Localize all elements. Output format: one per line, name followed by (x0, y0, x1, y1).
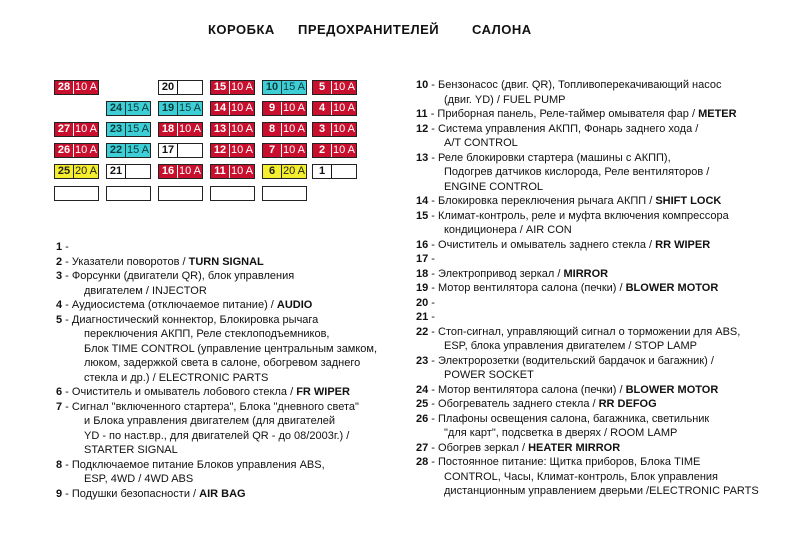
fuse-desc-text: ESP, блока управления двигателем / (444, 340, 635, 352)
fuse-desc-number: 6 (56, 386, 63, 398)
fuse-desc-text: - Блокировка переключения рычага АКПП / (428, 195, 656, 207)
fuse-description-line (416, 441, 759, 456)
fuse-amperage: 20 A (74, 165, 98, 177)
fuse-amperage: 10 A (332, 144, 356, 156)
fuse-desc-label: FR WIPER (296, 386, 350, 398)
fuse-15 (210, 80, 255, 95)
fuse-number: 3 (313, 123, 332, 136)
fuse-desc-number: 1 (56, 241, 63, 253)
fuse-description-line (56, 327, 377, 342)
fuse-desc-number: 12 (416, 122, 429, 135)
fuse-amperage: 15 A (126, 144, 150, 156)
fuse-number: 4 (313, 102, 332, 115)
fuse-number: 23 (107, 123, 126, 136)
fuse-desc-number: 20 (416, 296, 429, 309)
fuse-19 (158, 101, 203, 116)
fuse-desc-label: AIR CON (525, 224, 572, 236)
fuse-desc-label: RR DEFOG (598, 398, 657, 410)
fuse-number: 24 (107, 102, 126, 115)
fuse-desc-text: дистанционным управлением дверьми / (444, 485, 650, 497)
fuse-desc-text: переключения АКПП, Реле стеклоподъемников, (84, 328, 330, 340)
fuse-desc-label: INJECTOR (152, 284, 207, 297)
fuse-desc-label: METER (698, 108, 737, 120)
left-fuse-list (56, 240, 377, 501)
fuse-desc-label: ENGINE CONTROL (444, 180, 544, 193)
fuse-description-line (416, 267, 759, 282)
fuse-desc-number: 13 (416, 151, 429, 164)
fuse-amperage: 10 A (230, 81, 254, 93)
fuse-description-line (416, 223, 759, 238)
fuse-17 (158, 143, 203, 158)
fuse-desc-number: 25 (416, 398, 429, 410)
fuse-description-line (416, 455, 759, 470)
fuse-description-line (416, 339, 759, 354)
fuse-description-line (416, 136, 759, 151)
fuse-description-line (416, 107, 759, 122)
fuse-number: 8 (263, 123, 282, 136)
fuse-desc-label: STARTER SIGNAL (84, 444, 178, 456)
fuse-12 (210, 143, 255, 158)
fuse-description-line (416, 426, 759, 441)
fuse-desc-label: AIR BAG (199, 487, 246, 500)
fuse-desc-number: 14 (416, 195, 429, 207)
fuse-desc-number: 23 (416, 354, 429, 367)
fuse-18 (158, 122, 203, 137)
fuse-desc-text: (двиг. YD) / (444, 93, 503, 106)
fuse-desc-text: двигателем / (84, 284, 152, 297)
fuse-3 (312, 122, 357, 137)
fuse-number: 2 (313, 144, 332, 157)
fuse-description-line (56, 414, 377, 429)
fuse-desc-text: - Постоянное питание: Щитка приборов, Блока TIME (428, 456, 701, 468)
fuse-16 (158, 164, 203, 179)
fuse-7 (262, 143, 307, 158)
fuse-desc-text: - Обогреватель заднего стекла / (428, 398, 599, 410)
fuse-2 (312, 143, 357, 158)
fuse-description-line (56, 298, 377, 313)
fuse-desc-number: 22 (416, 325, 429, 338)
fuse-desc-number: 26 (416, 412, 429, 425)
fuse-description-line (416, 368, 759, 383)
fuse-description-line (56, 269, 377, 284)
fuse-desc-text: - (428, 253, 435, 265)
fuse-number: 20 (159, 81, 178, 94)
fuse-13 (210, 122, 255, 137)
fuse-desc-number: 7 (56, 400, 63, 413)
fuse-description-line (416, 397, 759, 412)
fuse-8 (262, 122, 307, 137)
fuse-description-line (56, 284, 377, 299)
fuse-14 (210, 101, 255, 116)
fuse-amperage: 15 A (178, 102, 202, 114)
fuse-desc-number: 16 (416, 238, 429, 251)
fuse-desc-text: "для карт", подсветка в дверях / (444, 427, 611, 439)
fuse-amperage: 10 A (282, 144, 306, 156)
fuse-number: 15 (211, 81, 230, 94)
fuse-desc-label: BLOWER MOTOR (625, 383, 719, 396)
fuse-1 (312, 164, 357, 179)
fuse-desc-text: ESP, 4WD / (84, 473, 145, 485)
fuse-desc-text: - Подключаемое питание Блоков управления ABS, (62, 458, 325, 471)
fuse-desc-label: BLOWER MOTOR (625, 282, 719, 294)
fuse-desc-text: - Очиститель и омыватель заднего стекла / (428, 238, 656, 251)
fuse-desc-text: - Электропривод зеркал / (428, 267, 564, 280)
fuse-24 (106, 101, 151, 116)
fuse-slot-empty (262, 186, 307, 201)
fuse-desc-number: 10 (416, 79, 429, 91)
fuse-desc-text: - Очиститель и омыватель лобового стекла / (62, 386, 297, 398)
fuse-number: 22 (107, 144, 126, 157)
fuse-slot-empty (106, 186, 151, 201)
fuse-description-line (56, 458, 377, 473)
fuse-desc-text: - Реле блокировки стартера (машины с АКПП), (428, 151, 671, 164)
fuse-description-line (56, 255, 377, 270)
fuse-number: 6 (263, 165, 282, 178)
fuse-amperage: 10 A (332, 81, 356, 93)
fuse-number: 12 (211, 144, 230, 157)
fuse-description-line (416, 354, 759, 369)
fuse-desc-text: - Сигнал "включенного стартера", Блока "дневного света" (62, 400, 359, 413)
fuse-amperage: 10 A (74, 81, 98, 93)
fuse-description-line (416, 484, 759, 499)
fuse-description-line (416, 165, 759, 180)
fuse-desc-number: 5 (56, 313, 63, 326)
fuse-number: 10 (263, 81, 282, 94)
fuse-desc-label: TURN SIGNAL (188, 255, 264, 268)
fuse-desc-number: 9 (56, 487, 63, 500)
fuse-desc-label: 4WD ABS (144, 473, 194, 485)
fuse-number: 5 (313, 81, 332, 94)
fuse-number: 26 (55, 144, 74, 157)
fuse-desc-text: - (62, 241, 69, 253)
fuse-description-line (416, 209, 759, 224)
fuse-desc-number: 3 (56, 270, 63, 282)
fuse-amperage: 10 A (282, 102, 306, 114)
title-word-1: КОРОБКА (208, 22, 275, 37)
fuse-22 (106, 143, 151, 158)
fuse-amperage: 10 A (332, 102, 356, 114)
fuse-desc-text: - Плафоны освещения салона, багажника, светильник (428, 412, 710, 425)
fuse-amperage: 10 A (282, 123, 306, 135)
fuse-number: 21 (107, 165, 126, 178)
fuse-description-line (416, 122, 759, 137)
fuse-desc-text: - Стоп-сигнал, управляющий сигнал о торможении для ABS, (428, 325, 741, 338)
fuse-desc-label: SHIFT LOCK (655, 195, 722, 207)
fuse-desc-text: - (428, 296, 435, 309)
fuse-description-line (416, 194, 759, 209)
fuse-desc-number: 11 (416, 108, 428, 120)
fuse-desc-text: - Мотор вентилятора салона (печки) / (428, 383, 626, 396)
fuse-desc-number: 17 (416, 253, 429, 265)
fuse-amperage: 10 A (178, 123, 202, 135)
title-word-3: САЛОНА (472, 22, 532, 37)
fuse-description-line (416, 93, 759, 108)
fuse-slot-empty (158, 186, 203, 201)
fuse-number: 7 (263, 144, 282, 157)
fuse-amperage: 15 A (126, 123, 150, 135)
fuse-amperage (178, 144, 202, 157)
fuse-desc-label: ROOM LAMP (610, 427, 678, 439)
fuse-number: 13 (211, 123, 230, 136)
fuse-desc-text: - Система управления АКПП, Фонарь заднего хода / (428, 122, 699, 135)
fuse-desc-text: Подогрев датчиков кислорода, Реле вентиляторов / (444, 166, 710, 178)
fuse-desc-label: ELECTRONIC PARTS (649, 485, 759, 497)
fuse-number: 1 (313, 165, 332, 178)
fuse-20 (158, 80, 203, 95)
fuse-number: 14 (211, 102, 230, 115)
fuse-desc-label: STOP LAMP (634, 340, 697, 352)
fuse-6 (262, 164, 307, 179)
fuse-description-line (56, 400, 377, 415)
fuse-desc-text: - Мотор вентилятора салона (печки) / (428, 282, 626, 294)
fuse-desc-label: RR WIPER (655, 238, 711, 251)
fuse-number: 11 (211, 165, 230, 178)
fuse-26 (54, 143, 99, 158)
fuse-desc-text: - Подушки безопасности / (62, 487, 200, 500)
fuse-amperage (126, 165, 150, 178)
fuse-description-line (416, 310, 759, 325)
fuse-slot-empty (210, 186, 255, 201)
fuse-description-line (416, 296, 759, 311)
fuse-desc-label: MIRROR (563, 267, 609, 280)
fuse-number: 16 (159, 165, 178, 178)
fuse-28 (54, 80, 99, 95)
fuse-desc-text: - Бензонасос (двиг. QR), Топливоперекачивающий насос (428, 79, 722, 91)
fuse-27 (54, 122, 99, 137)
fuse-desc-number: 19 (416, 282, 429, 294)
fuse-description-line (56, 385, 377, 400)
fuse-slot-empty (54, 186, 99, 201)
fuse-amperage (178, 81, 202, 94)
fuse-description-line (416, 470, 759, 485)
fuse-amperage: 10 A (230, 102, 254, 114)
fuse-number: 28 (55, 81, 74, 94)
fuse-description-line (416, 325, 759, 340)
fuse-desc-label: POWER SOCKET (444, 369, 534, 381)
fuse-desc-number: 8 (56, 458, 63, 471)
fuse-amperage: 10 A (230, 144, 254, 156)
fuse-description-line (56, 443, 377, 458)
fuse-desc-number: 27 (416, 441, 429, 454)
fuse-desc-label: ELECTRONIC PARTS (158, 371, 269, 384)
fuse-desc-text: люком, задержкой света в салоне, обогревом заднего (84, 357, 361, 369)
fuse-25 (54, 164, 99, 179)
fuse-description-line (416, 151, 759, 166)
fuse-desc-number: 4 (56, 299, 63, 311)
fuse-description-line (416, 78, 759, 93)
fuse-description-line (56, 429, 377, 444)
fuse-10 (262, 80, 307, 95)
fuse-amperage: 10 A (230, 165, 254, 177)
fuse-23 (106, 122, 151, 137)
fuse-description-line (56, 313, 377, 328)
fuse-desc-number: 18 (416, 267, 429, 280)
fuse-desc-text: - Указатели поворотов / (62, 255, 189, 268)
fuse-4 (312, 101, 357, 116)
fuse-number: 25 (55, 165, 74, 178)
fuse-number: 19 (159, 102, 178, 115)
fuse-desc-number: 28 (416, 456, 429, 468)
fuse-desc-label: FUEL PUMP (502, 93, 566, 106)
fuse-description-line (416, 252, 759, 267)
fuse-description-line (56, 472, 377, 487)
fuse-9 (262, 101, 307, 116)
fuse-amperage: 15 A (126, 102, 150, 114)
fuse-amperage: 20 A (282, 165, 306, 177)
fuse-desc-text: кондиционера / (444, 224, 526, 236)
fuse-desc-text: - Аудиосистема (отключаемое питание) / (62, 299, 277, 311)
fuse-description-line (56, 487, 377, 502)
fuse-description-line (416, 281, 759, 296)
fuse-desc-text: - Обогрев зеркал / (428, 441, 529, 454)
fuse-description-line (416, 412, 759, 427)
fuse-description-line (56, 240, 377, 255)
fuse-amperage: 10 A (230, 123, 254, 135)
fuse-desc-text: - Диагностический коннектор, Блокировка рычага (62, 313, 319, 326)
fuse-box-diagram (54, 80, 364, 206)
fuse-desc-text: - Электророзетки (водительский бардачок и багажник) / (428, 354, 714, 367)
fuse-amperage: 15 A (282, 81, 306, 93)
fuse-number: 27 (55, 123, 74, 136)
fuse-amperage (332, 165, 356, 178)
fuse-amperage: 10 A (178, 165, 202, 177)
fuse-desc-number: 24 (416, 383, 429, 396)
fuse-desc-text: стекла и др.) / (84, 371, 159, 384)
fuse-desc-number: 21 (416, 311, 429, 323)
fuse-desc-text: - Приборная панель, Реле-таймер омывателя фар / (427, 108, 699, 120)
fuse-desc-text: YD - по наст.вр., для двигателей QR - до 08/2003г.) / (84, 429, 350, 442)
fuse-description-line (56, 342, 377, 357)
right-fuse-list (416, 78, 759, 499)
fuse-desc-text: - Форсунки (двигатели QR), блок управления (62, 270, 295, 282)
fuse-desc-number: 15 (416, 209, 429, 222)
fuse-amperage: 10 A (74, 144, 98, 156)
fuse-desc-number: 2 (56, 255, 63, 268)
fuse-desc-text: Блок TIME CONTROL (управление центральным замком, (84, 342, 378, 355)
fuse-desc-label: HEATER MIRROR (528, 441, 621, 454)
fuse-5 (312, 80, 357, 95)
fuse-11 (210, 164, 255, 179)
fuse-number: 17 (159, 144, 178, 157)
fuse-number: 18 (159, 123, 178, 136)
fuse-desc-text: CONTROL, Часы, Климат-контроль, Блок управления (444, 470, 719, 483)
fuse-desc-text: и Блока управления двигателем (для двигателей (84, 415, 336, 427)
fuse-description-line (56, 356, 377, 371)
title-word-2: ПРЕДОХРАНИТЕЛЕЙ (298, 22, 440, 37)
fuse-description-line (416, 238, 759, 253)
fuse-21 (106, 164, 151, 179)
fuse-desc-text: - (428, 311, 435, 323)
fuse-description-line (416, 383, 759, 398)
fuse-number: 9 (263, 102, 282, 115)
fuse-amperage: 10 A (74, 123, 98, 135)
fuse-desc-text: - Климат-контроль, реле и муфта включения компрессора (428, 209, 729, 222)
fuse-desc-label: A/T CONTROL (444, 137, 518, 149)
fuse-description-line (56, 371, 377, 386)
fuse-description-line (416, 180, 759, 195)
fuse-desc-label: AUDIO (276, 299, 313, 311)
fuse-amperage: 10 A (332, 123, 356, 135)
